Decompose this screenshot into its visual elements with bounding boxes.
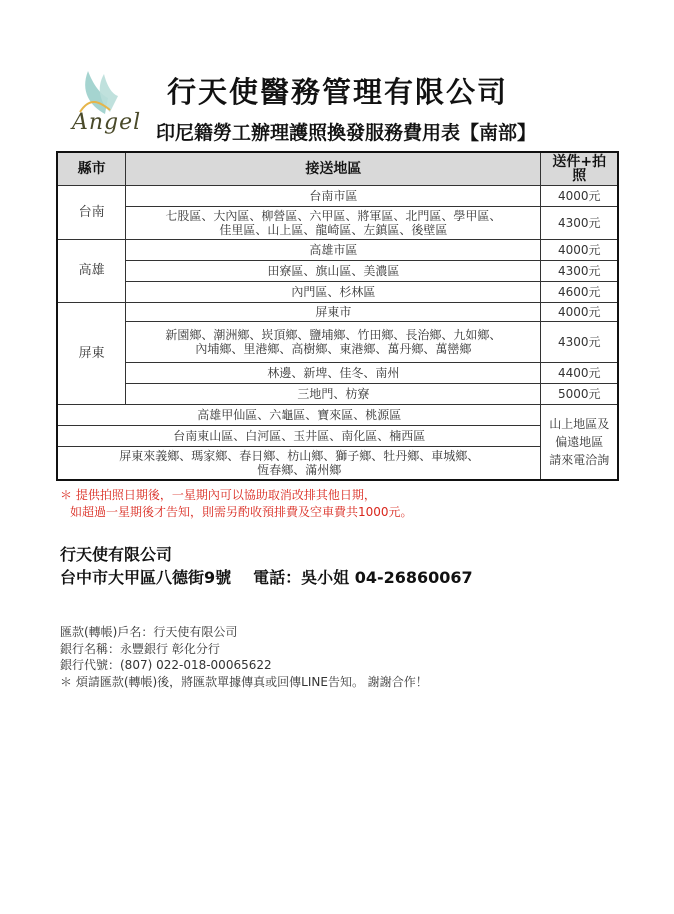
angel-wing-icon <box>60 66 150 116</box>
price-cell: 4400元 <box>541 363 618 384</box>
county-cell-tainan: 台南 <box>57 186 126 240</box>
table-row <box>57 384 618 405</box>
county-cell-pingtung: 屏東 <box>57 303 126 405</box>
area-cell: 林邊、新埤、佳冬、南州 <box>126 363 541 384</box>
bank-note: ＊ 煩請匯款(轉帳)後，將匯款單據傳真或回傳LINE告知。 謝謝合作！ <box>60 674 428 689</box>
area-line: 恆春鄉、滿州鄉 <box>257 463 342 477</box>
table-row <box>57 282 618 303</box>
table-row <box>57 240 618 261</box>
table-row <box>57 261 618 282</box>
area-cell: 屏東市 <box>126 303 541 322</box>
table-row <box>57 405 618 426</box>
contact-info <box>60 543 473 589</box>
area-line: 屏東來義鄉、瑪家鄉、春日鄉、枋山鄉、獅子鄉、牡丹鄉、車城鄉、 <box>119 449 480 463</box>
notice-line: 如超過一星期後才告知，則需另酌收預排費及空車費共1000元。 <box>70 505 413 519</box>
price-cell: 5000元 <box>541 384 618 405</box>
bank-info <box>60 624 428 690</box>
company-logo <box>60 66 150 146</box>
area-cell <box>57 447 541 481</box>
contact-line <box>60 566 473 589</box>
price-cell: 4300元 <box>541 322 618 363</box>
price-cell: 4300元 <box>541 261 618 282</box>
notice-line: ＊ 提供拍照日期後，一星期內可以協助取消改排其他日期， <box>60 488 376 502</box>
area-line: 內埔鄉、里港鄉、高樹鄉、東港鄉、萬丹鄉、萬巒鄉 <box>195 342 472 356</box>
table-row <box>57 207 618 240</box>
area-line: 佳里區、山上區、龍崎區、左鎮區、後壁區 <box>219 223 448 237</box>
bank-name: 銀行名稱：永豐銀行 彰化分行 <box>60 641 220 656</box>
table-row <box>57 363 618 384</box>
column-header-county: 縣市 <box>57 152 126 186</box>
table-row <box>57 426 618 447</box>
contact-company: 行天使有限公司 <box>60 545 173 564</box>
area-cell: 高雄市區 <box>126 240 541 261</box>
contact-phone: 電話：吳小姐 04-26860067 <box>253 568 473 587</box>
price-cell: 4600元 <box>541 282 618 303</box>
remote-price-line: 請來電洽詢 <box>549 453 610 467</box>
price-cell: 4000元 <box>541 186 618 207</box>
document-subtitle: 印尼籍勞工辦理護照換發服務費用表【南部】 <box>156 122 537 144</box>
remote-price-line: 偏遠地區 <box>555 435 604 449</box>
area-cell: 田寮區、旗山區、美濃區 <box>126 261 541 282</box>
table-row <box>57 303 618 322</box>
area-cell: 高雄甲仙區、六龜區、寶來區、桃源區 <box>57 405 541 426</box>
bank-code: 銀行代號：(807) 022-018-00065622 <box>60 658 272 672</box>
price-cell: 4000元 <box>541 240 618 261</box>
area-cell <box>126 322 541 363</box>
area-cell: 內門區、杉林區 <box>126 282 541 303</box>
column-header-price: 送件+拍照 <box>541 152 618 186</box>
bank-account-name: 匯款(轉帳)戶名：行天使有限公司 <box>60 625 238 639</box>
area-line: 七股區、大內區、柳營區、六甲區、將軍區、北門區、學甲區、 <box>165 209 502 223</box>
logo-text: Angel <box>72 110 142 135</box>
table-row <box>57 186 618 207</box>
company-title: 行天使醫務管理有限公司 <box>167 75 509 109</box>
area-cell: 台南市區 <box>126 186 541 207</box>
contact-address: 台中市大甲區八德街9號 <box>60 568 232 587</box>
area-cell: 台南東山區、白河區、玉井區、南化區、楠西區 <box>57 426 541 447</box>
area-cell <box>126 207 541 240</box>
fee-table <box>56 151 619 481</box>
remote-price-line: 山上地區及 <box>549 417 610 431</box>
price-cell: 4300元 <box>541 207 618 240</box>
remote-price-cell <box>541 405 618 481</box>
price-cell: 4000元 <box>541 303 618 322</box>
table-row <box>57 447 618 481</box>
table-header-row <box>57 152 618 186</box>
area-cell: 三地門、枋寮 <box>126 384 541 405</box>
county-cell-kaohsiung: 高雄 <box>57 240 126 303</box>
table-row <box>57 322 618 363</box>
area-line: 新園鄉、潮洲鄉、崁頂鄉、鹽埔鄉、竹田鄉、長治鄉、九如鄉、 <box>165 328 502 342</box>
column-header-area: 接送地區 <box>126 152 541 186</box>
notice <box>60 487 413 521</box>
